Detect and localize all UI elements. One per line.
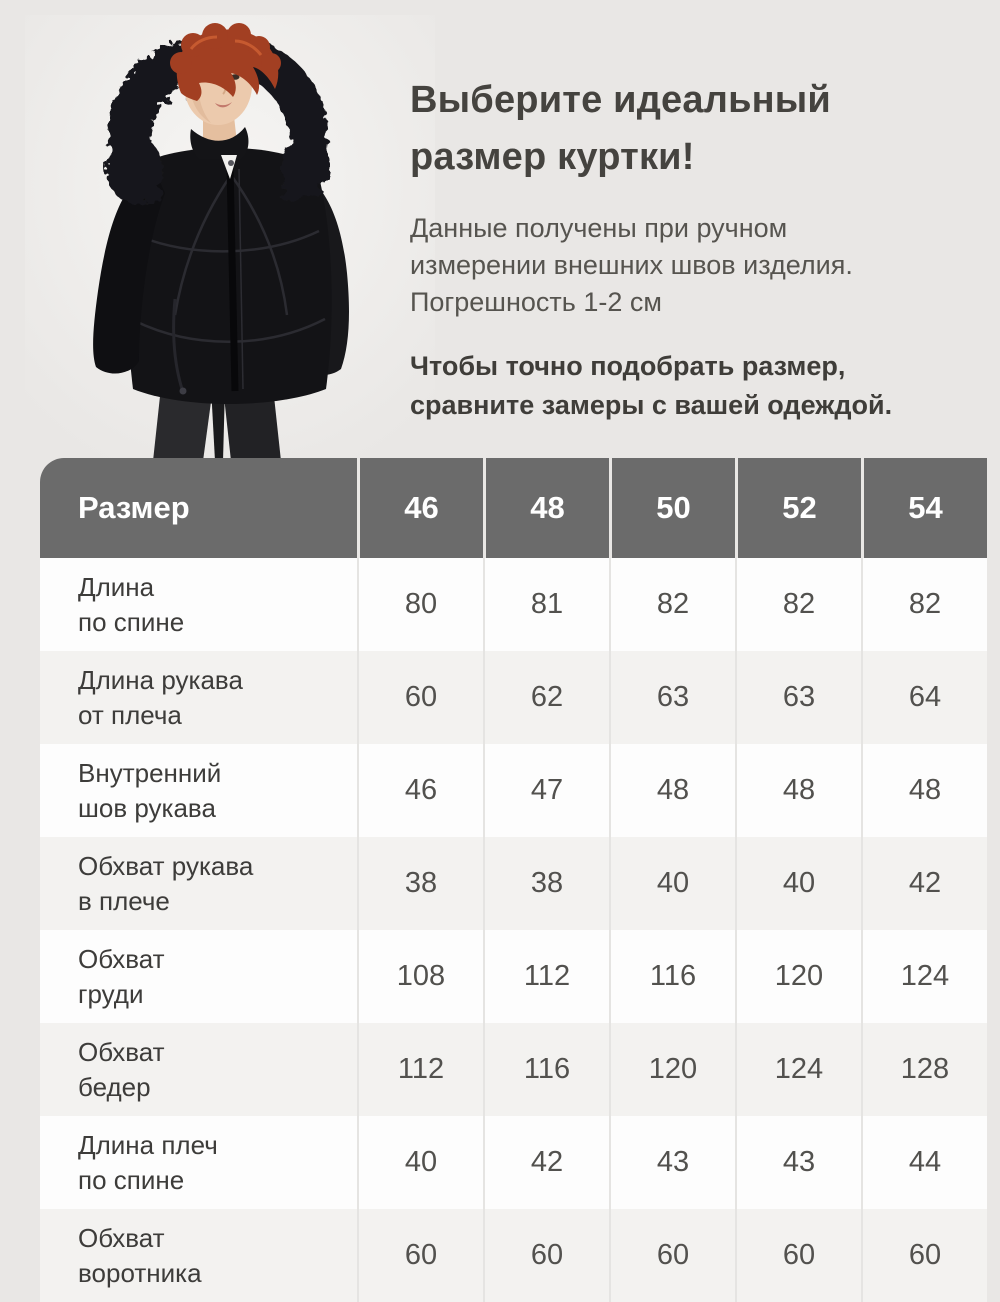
row-value: 128 — [861, 1023, 987, 1116]
row-value: 120 — [609, 1023, 735, 1116]
row-value: 82 — [735, 558, 861, 651]
row-value: 42 — [483, 1116, 609, 1209]
page-title — [410, 72, 985, 186]
size-column-46: 46 — [357, 458, 483, 558]
row-value: 63 — [735, 651, 861, 744]
row-label: Обхват груди — [78, 943, 165, 1009]
row-value: 44 — [861, 1116, 987, 1209]
measurement-note — [410, 210, 985, 321]
table-row-collar-girth — [40, 1209, 987, 1302]
size-column-54: 54 — [861, 458, 987, 558]
row-value: 43 — [735, 1116, 861, 1209]
row-value: 48 — [609, 744, 735, 837]
note-line-2: сравните замеры с вашей одеждой. — [410, 390, 893, 420]
row-value: 60 — [483, 1209, 609, 1302]
table-row-sleeve-length — [40, 651, 987, 744]
row-value: 116 — [483, 1023, 609, 1116]
size-column-50: 50 — [609, 458, 735, 558]
row-value: 120 — [735, 930, 861, 1023]
subtitle-line-2: измерении внешних швов изделия. — [410, 250, 853, 280]
row-value: 60 — [609, 1209, 735, 1302]
row-value: 80 — [357, 558, 483, 651]
row-value: 48 — [861, 744, 987, 837]
jacket-placket — [230, 167, 235, 391]
row-value: 124 — [861, 930, 987, 1023]
row-value: 82 — [861, 558, 987, 651]
table-row-back-length — [40, 558, 987, 651]
row-label: Внутренний шов рукава — [78, 757, 222, 823]
row-value: 81 — [483, 558, 609, 651]
row-value: 46 — [357, 744, 483, 837]
table-row-shoulder-width — [40, 1116, 987, 1209]
row-value: 43 — [609, 1116, 735, 1209]
model-illustration — [25, 15, 435, 461]
pocket-toggle — [180, 388, 187, 395]
row-value: 64 — [861, 651, 987, 744]
size-column-48: 48 — [483, 458, 609, 558]
table-row-sleeve-girth — [40, 837, 987, 930]
row-label: Обхват воротника — [78, 1222, 202, 1288]
row-label: Длина рукава от плеча — [78, 664, 243, 730]
size-table — [40, 458, 987, 1302]
row-value: 62 — [483, 651, 609, 744]
row-value: 63 — [609, 651, 735, 744]
row-value: 108 — [357, 930, 483, 1023]
row-value: 47 — [483, 744, 609, 837]
collar-snap — [228, 160, 234, 166]
subtitle-line-1: Данные получены при ручном — [410, 213, 788, 243]
row-value: 42 — [861, 837, 987, 930]
row-value: 60 — [735, 1209, 861, 1302]
model-photo — [25, 15, 435, 461]
table-row-chest-girth — [40, 930, 987, 1023]
header-size-label: Размер — [78, 490, 190, 525]
intro-block — [410, 72, 985, 425]
row-label: Обхват бедер — [78, 1036, 165, 1102]
size-table-header — [40, 458, 987, 558]
note-line-1: Чтобы точно подобрать размер, — [410, 351, 846, 381]
row-value: 60 — [357, 1209, 483, 1302]
advice-note — [410, 347, 985, 425]
row-value: 112 — [483, 930, 609, 1023]
row-label: Длина плеч по спине — [78, 1129, 218, 1195]
title-line-1: Выберите идеальный — [410, 79, 831, 121]
row-value: 60 — [861, 1209, 987, 1302]
table-row-inner-sleeve-seam — [40, 744, 987, 837]
row-value: 48 — [735, 744, 861, 837]
title-line-2: размер куртки! — [410, 136, 695, 178]
row-value: 40 — [609, 837, 735, 930]
row-value: 40 — [735, 837, 861, 930]
table-row-hip-girth — [40, 1023, 987, 1116]
row-value: 38 — [357, 837, 483, 930]
row-value: 116 — [609, 930, 735, 1023]
row-value: 124 — [735, 1023, 861, 1116]
row-label: Длина по спине — [78, 571, 185, 637]
size-column-52: 52 — [735, 458, 861, 558]
subtitle-line-3: Погрешность 1-2 см — [410, 287, 662, 317]
row-value: 112 — [357, 1023, 483, 1116]
row-value: 60 — [357, 651, 483, 744]
row-value: 40 — [357, 1116, 483, 1209]
row-value: 38 — [483, 837, 609, 930]
row-value: 82 — [609, 558, 735, 651]
row-label: Обхват рукава в плече — [78, 850, 254, 916]
